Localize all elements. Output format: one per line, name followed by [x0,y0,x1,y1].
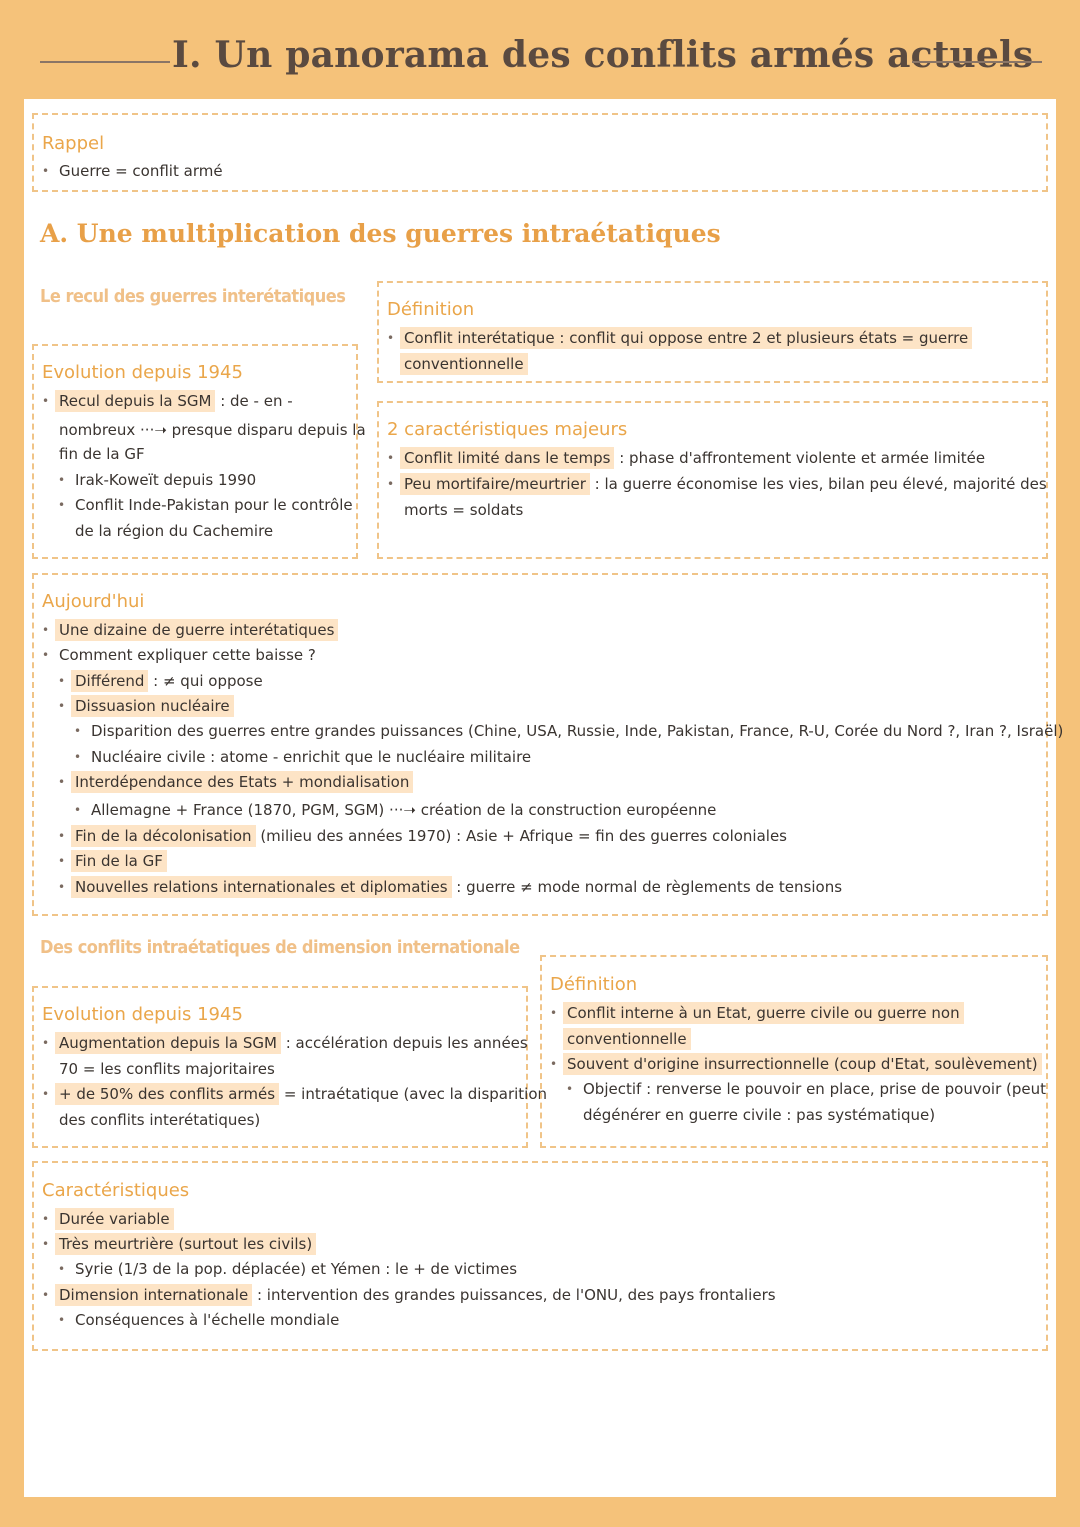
intra-caracteristiques-text4: : intervention des grandes puissances, de l'ONU, des pays frontaliers [252,1286,776,1304]
recul-caracteristiques-box [377,401,1048,559]
intra-evolution-line2: 70 = les conflits majoritaires [59,1060,275,1078]
aujourdhui-line3 [75,671,263,691]
aujourdhui-line5: • Disparition des guerres entre grandes puissances (Chine, USA, Russie, Inde, Pakistan, France, R-U, Corée du Nord ?, Iran ?, Israël) [91,721,1063,741]
aujourdhui-highlight10: Fin de la GF [71,850,167,872]
aujourdhui-line8: • Allemagne + France (1870, PGM, SGM) ···➝ création de la construction européenne [91,800,716,820]
rappel-item: • Guerre = conflit armé [59,161,223,181]
intra-caracteristiques-highlight1: Durée variable [55,1208,174,1230]
intra-definition-box [540,955,1048,1148]
intra-caracteristiques-line1 [59,1209,174,1229]
recul-caracteristiques-highlight2: Peu mortifaire/meurtrier [400,473,590,495]
recul-caracteristiques-heading: 2 caractéristiques majeurs [387,419,628,440]
intra-caracteristiques-line4 [59,1285,776,1305]
recul-evolution-sub2b: de la région du Cachemire [75,522,274,540]
intra-title: Des conflits intraétatiques de dimension internationale [40,937,520,958]
aujourdhui-highlight7: Interdépendance des Etats + mondialisation [71,771,413,793]
recul-evolution-text1: : de - en - [215,392,293,410]
intra-caracteristiques-highlight2: Très meurtrière (surtout les civils) [55,1233,316,1255]
title-rule-right [912,61,1042,63]
aujourdhui-line9 [75,826,787,846]
intra-definition-sub1: • Objectif : renverse le pouvoir en place, prise de pouvoir (peut [583,1079,1046,1099]
intra-caracteristiques-line3: • Syrie (1/3 de la pop. déplacée) et Yémen : le + de victimes [75,1259,517,1279]
recul-title: Le recul des guerres interétatiques [40,286,346,307]
intra-definition-heading: Définition [550,974,638,995]
intra-definition-line3 [567,1054,1042,1074]
recul-definition-highlight2: conventionnelle [400,353,528,375]
intra-evolution-line3 [59,1084,547,1104]
aujourdhui-text3: : ≠ qui oppose [148,672,263,690]
page-title: I. Un panorama des conflits armés actuels [172,34,1034,76]
aujourdhui-highlight4: Dissuasion nucléaire [71,695,234,717]
intra-definition-highlight3: Souvent d'origine insurrectionnelle (coup d'Etat, soulèvement) [563,1053,1042,1075]
aujourdhui-line6: • Nucléaire civile : atome - enrichit que le nucléaire militaire [91,747,531,767]
aujourdhui-line2: • Comment expliquer cette baisse ? [59,645,316,665]
recul-caracteristiques-line1 [404,448,985,468]
recul-evolution-sub1: • Irak-Koweït depuis 1990 [75,470,256,490]
notes-sheet [24,99,1064,1497]
recul-caracteristiques-line3: morts = soldats [404,501,524,519]
intra-evolution-text3: = intraétatique (avec la disparition [279,1085,548,1103]
intra-caracteristiques-line5: • Conséquences à l'échelle mondiale [75,1310,339,1330]
intra-evolution-box [32,986,548,1148]
aujourdhui-line1 [59,620,338,640]
intra-evolution-line1 [59,1033,528,1053]
recul-caracteristiques-text1: : phase d'affrontement violente et armée limitée [614,449,986,467]
recul-caracteristiques-text2: : la guerre économise les vies, bilan peu élevé, majorité des [589,475,1047,493]
intra-definition-line1 [567,1003,964,1023]
recul-evolution-line2: nombreux ···➝ presque disparu depuis la [59,421,366,439]
intra-definition-highlight2: conventionnelle [563,1028,691,1050]
intra-evolution-line4: des conflits interétatiques) [59,1111,261,1129]
intra-evolution-heading: Evolution depuis 1945 [42,1004,243,1025]
aujourdhui-box [32,573,1064,916]
section-a-title: A. Une multiplication des guerres intraétatiques [40,219,721,248]
intra-evolution-highlight1: Augmentation depuis la SGM [55,1032,281,1054]
page-title-bar [0,30,1080,90]
intra-caracteristiques-highlight4: Dimension internationale [55,1284,252,1306]
recul-definition-line1 [404,328,972,348]
aujourdhui-highlight3: Différend [71,670,148,692]
aujourdhui-highlight11: Nouvelles relations internationales et diplomaties [71,876,452,898]
aujourdhui-text9: (milieu des années 1970) : Asie + Afrique = fin des guerres coloniales [255,827,787,845]
recul-definition-box [377,281,1048,383]
intra-caracteristiques-line2 [59,1234,316,1254]
intra-definition-line2 [567,1029,691,1049]
title-rule-left [40,61,170,63]
intra-evolution-text1: : accélération depuis les années [280,1034,528,1052]
recul-evolution-line1 [59,391,293,411]
aujourdhui-line10 [75,851,167,871]
aujourdhui-highlight9: Fin de la décolonisation [71,825,256,847]
intra-caracteristiques-heading: Caractéristiques [42,1180,190,1201]
recul-evolution-heading: Evolution depuis 1945 [42,362,243,383]
recul-caracteristiques-highlight1: Conflit limité dans le temps [400,447,614,469]
aujourdhui-highlight1: Une dizaine de guerre interétatiques [55,619,338,641]
aujourdhui-line7 [75,772,413,792]
recul-evolution-highlight: Recul depuis la SGM [55,390,215,412]
aujourdhui-heading: Aujourd'hui [42,591,145,612]
rappel-heading: Rappel [42,133,105,154]
intra-definition-sub2: dégénérer en guerre civile : pas systématique) [583,1106,936,1124]
aujourdhui-line4 [75,696,234,716]
rappel-box [32,113,1048,192]
recul-evolution-sub2: • Conflit Inde-Pakistan pour le contrôle [75,495,353,515]
recul-evolution-line3: fin de la GF [59,445,145,463]
recul-definition-line2 [404,354,528,374]
aujourdhui-text11: : guerre ≠ mode normal de règlements de tensions [451,878,843,896]
intra-caracteristiques-box [32,1161,1048,1351]
intra-definition-highlight1: Conflit interne à un Etat, guerre civile ou guerre non [563,1002,964,1024]
intra-evolution-highlight2: + de 50% des conflits armés [55,1083,279,1105]
recul-definition-heading: Définition [387,299,475,320]
recul-definition-highlight1: Conflit interétatique : conflit qui oppose entre 2 et plusieurs états = guerre [400,327,972,349]
recul-evolution-box [32,344,366,559]
aujourdhui-line11 [75,877,842,897]
recul-caracteristiques-line2 [404,474,1047,494]
